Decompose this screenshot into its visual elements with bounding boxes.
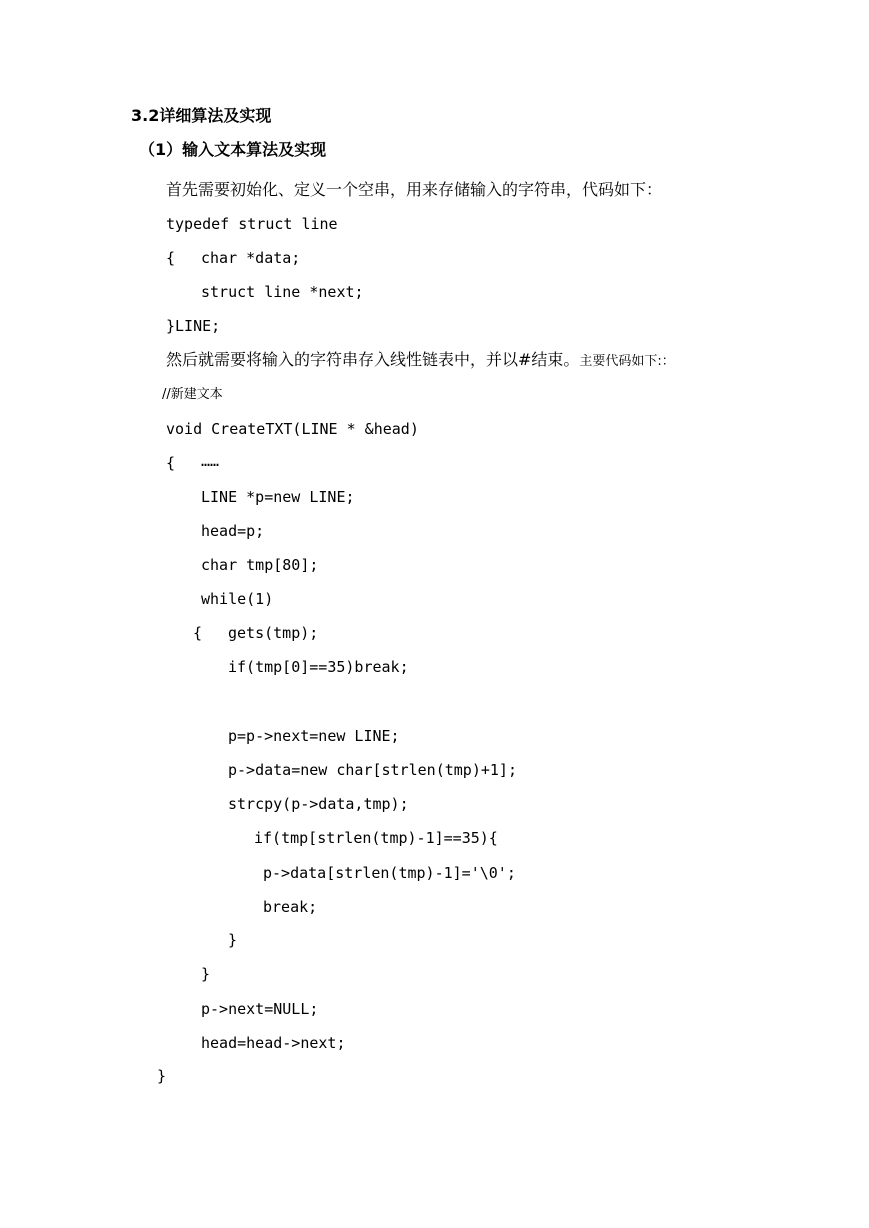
- code-line: char *data;: [201, 249, 301, 267]
- code-line: if(tmp[0]==35)break;: [228, 658, 409, 676]
- code-line: p->data[strlen(tmp)-1]='\0';: [263, 864, 516, 882]
- code-line: while(1): [201, 590, 274, 608]
- code-line: typedef struct line: [166, 215, 338, 233]
- code-line: head=p;: [201, 522, 265, 540]
- code-line: p=p->next=new LINE;: [228, 727, 400, 745]
- code-line: break;: [263, 898, 318, 916]
- code-line: }: [228, 931, 238, 949]
- code-line: p->data=new char[strlen(tmp)+1];: [228, 761, 517, 779]
- code-line: head=head->next;: [201, 1034, 346, 1052]
- code-line: }LINE;: [166, 317, 221, 335]
- code-line: {: [193, 624, 203, 642]
- code-line: if(tmp[strlen(tmp)-1]==35){: [254, 829, 498, 847]
- intro-paragraph: 首先需要初始化、定义一个空串，用来存储输入的字符串，代码如下：: [166, 180, 663, 199]
- code-line: }: [201, 965, 211, 983]
- section-title: 3.2详细算法及实现: [131, 106, 272, 125]
- code-line: p->next=NULL;: [201, 1000, 319, 1018]
- middle-paragraph-small: 主要代码如下:：: [579, 354, 675, 369]
- code-line: char tmp[80];: [201, 556, 319, 574]
- code-comment: //新建文本: [162, 387, 223, 402]
- code-line: }: [157, 1067, 167, 1085]
- middle-paragraph-main: 然后就需要将输入的字符串存入线性链表中，并以#结束。: [166, 350, 580, 369]
- middle-paragraph: [166, 352, 675, 368]
- code-line: LINE *p=new LINE;: [201, 488, 355, 506]
- code-line: struct line *next;: [201, 283, 364, 301]
- code-line: ……: [201, 452, 220, 470]
- code-line: strcpy(p->data,tmp);: [228, 795, 409, 813]
- code-line: {: [166, 454, 176, 472]
- code-line: {: [166, 249, 176, 267]
- code-line: void CreateTXT(LINE * &head): [166, 420, 419, 438]
- section-subtitle: （1）输入文本算法及实现: [139, 140, 327, 159]
- code-line: gets(tmp);: [228, 624, 319, 642]
